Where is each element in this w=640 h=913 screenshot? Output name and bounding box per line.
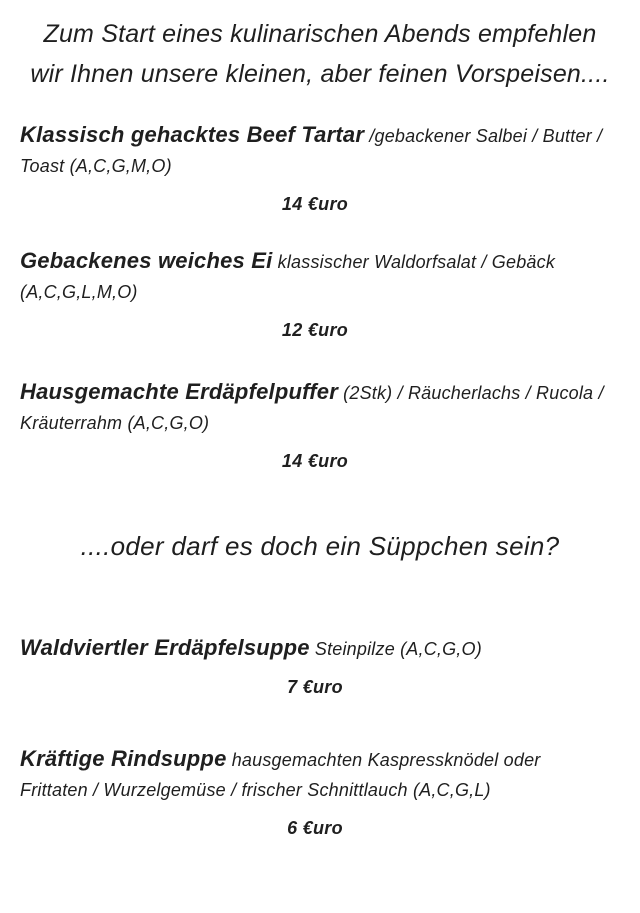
dish-description: Steinpilze (A,C,G,O) [314,639,482,659]
dish-price: 12 €uro [281,320,349,340]
intro-line-2: wir Ihnen unsere kleinen, aber feinen Vorspeisen.... [30,60,610,88]
dish-price: 6 €uro [287,818,343,838]
dish-price: 14 €uro [281,451,349,471]
dish-text [20,377,610,438]
dish-name: Waldviertler Erdäpfelsuppe [20,635,310,660]
dish-text [20,246,610,307]
intro-line-1: Zum Start eines kulinarischen Abends empfehlen [43,20,597,48]
dish-name: Gebackenes weiches Ei [20,248,273,273]
menu-item-erdaepfelsuppe [20,633,610,698]
dish-description: klassischer Waldorfsalat / Gebäck (A,C,G,L,M,O) [20,252,556,302]
dish-price: 7 €uro [287,677,343,697]
dish-text [20,633,610,664]
dish-name: Klassisch gehacktes Beef Tartar [20,122,365,147]
menu-item-beef-tartar [20,120,610,215]
menu-item-rindsuppe [20,744,610,839]
dish-text [20,744,610,805]
dish-description: (2Stk) / Räucherlachs / Rucola / Kräuterrahm (A,C,G,O) [20,383,604,433]
menu-item-weiches-ei [20,246,610,341]
dish-name: Hausgemachte Erdäpfelpuffer [20,379,338,404]
menu-item-erdaepfelpuffer [20,377,610,472]
dish-description: /gebackener Salbei / Butter / Toast (A,C,G,M,O) [20,126,603,176]
dish-text [20,120,610,181]
intro-heading [0,0,640,94]
dish-name: Kräftige Rindsuppe [20,746,227,771]
dish-price: 14 €uro [281,194,349,214]
dish-description: hausgemachten Kaspressknödel oder Frittaten / Wurzelgemüse / frischer Schnittlauch (A,C,G,L) [20,750,541,800]
soup-section-heading: ....oder darf es doch ein Süppchen sein? [80,531,560,561]
